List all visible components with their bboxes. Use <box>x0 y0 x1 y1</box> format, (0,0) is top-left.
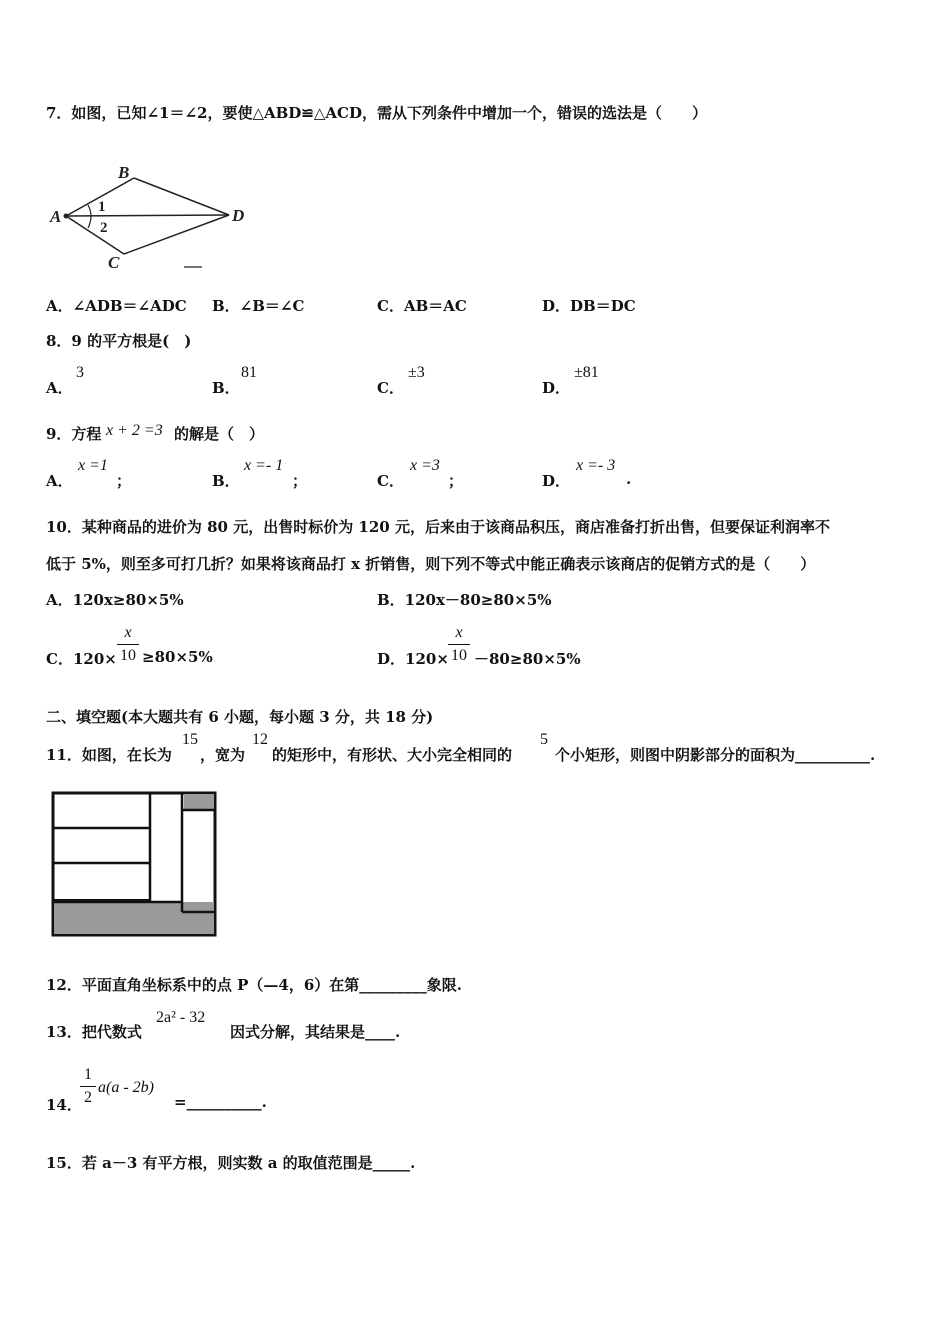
q7-option-c: C．AB＝AC <box>377 297 467 315</box>
q9-label-a: A． <box>46 472 73 490</box>
q7-kite-figure <box>44 158 264 273</box>
label-D: D <box>232 206 245 225</box>
q11-rectangle-figure <box>50 790 218 938</box>
q7-option-d: D．DB＝DC <box>542 297 636 315</box>
q9-value-c: x =3 <box>410 457 440 474</box>
q13-prefix: 13．把代数式 <box>46 1023 142 1041</box>
q9-label-d: D． <box>542 472 571 490</box>
q10-stem-line1: 10．某种商品的进价为 80 元，出售时标价为 120 元，后来由于该商品积压，商店准备打折出售，但要保证利润率不 <box>46 518 830 536</box>
q9-sep-a: ； <box>116 472 132 490</box>
q10-stem-line2: 低于 5%，则至多可打几折？如果将该商品打 x 折销售，则下列不等式中能正确表示该商店的促销方式的是（ ） <box>46 555 816 573</box>
q10-option-c-fraction <box>117 624 139 665</box>
q8-stem: 8．9 的平方根是( ) <box>46 332 192 350</box>
q9-stem-suffix: 的解是（ ） <box>174 425 265 443</box>
q8-value-b: 81 <box>241 364 257 381</box>
q10-option-c-suffix: ≥80×5% <box>142 648 213 666</box>
q9-value-d: x =- 3 <box>576 457 616 474</box>
q13-expression: 2a² - 32 <box>156 1009 206 1026</box>
q14-suffix: =__________. <box>174 1093 267 1111</box>
q9-value-b: x =- 1 <box>244 457 284 474</box>
q9-stem-prefix: 9．方程 <box>46 425 102 443</box>
q9-sep-c: ； <box>448 472 464 490</box>
q12-text: 12．平面直角坐标系中的点 P（—4，6）在第_________象限. <box>46 976 462 994</box>
q8-label-a: A． <box>46 379 73 397</box>
q9-label-c: C． <box>377 472 404 490</box>
fraction-denominator: 10 <box>120 647 136 664</box>
q10-option-a: A．120x≥80×5% <box>46 591 184 609</box>
q14-label: 14． <box>46 1096 82 1114</box>
q13-suffix: 因式分解，其结果是____. <box>230 1023 401 1041</box>
label-C: C <box>108 253 120 272</box>
q10-option-d-prefix: D．120× <box>377 650 449 668</box>
q11-count: 5 <box>540 731 548 748</box>
label-angle-2: 2 <box>100 220 108 236</box>
fraction-numerator: 1 <box>84 1066 92 1083</box>
fraction-numerator: x <box>455 624 463 641</box>
fraction-denominator: 2 <box>84 1089 92 1106</box>
q10-option-b: B．120x－80≥80×5% <box>377 591 552 609</box>
q8-value-a: 3 <box>76 364 84 381</box>
q15-text: 15．若 a－3 有平方根，则实数 a 的取值范围是_____. <box>46 1154 416 1172</box>
fraction-denominator: 10 <box>451 647 467 664</box>
q11-length: 15 <box>182 731 198 748</box>
q11-text-1: 11．如图，在长为 <box>46 746 172 764</box>
q8-value-d: ±81 <box>574 364 599 381</box>
q11-text-2: ，宽为 <box>200 746 246 764</box>
q9-equation: x + 2 =3 <box>106 422 163 439</box>
q7-option-b: B．∠B＝∠C <box>212 297 305 315</box>
fraction-numerator: x <box>124 624 132 641</box>
q8-label-c: C． <box>377 379 404 397</box>
q7-option-a: A．∠ADB＝∠ADC <box>46 297 187 315</box>
q11-width: 12 <box>252 731 268 748</box>
q9-sep-d: . <box>626 470 632 488</box>
q14-expression: a(a - 2b) <box>98 1079 154 1096</box>
q8-label-d: D． <box>542 379 571 397</box>
label-A: A <box>50 207 62 226</box>
q10-option-d-suffix: －80≥80×5% <box>474 650 581 668</box>
q9-value-a: x =1 <box>78 457 108 474</box>
q10-option-c-prefix: C．120× <box>46 650 117 668</box>
q9-label-b: B． <box>212 472 240 490</box>
label-angle-1: 1 <box>98 199 106 215</box>
q8-value-c: ±3 <box>408 364 425 381</box>
q9-sep-b: ； <box>292 472 308 490</box>
q8-label-b: B． <box>212 379 240 397</box>
q11-text-4: 个小矩形，则图中阴影部分的面积为__________. <box>555 746 876 764</box>
q14-fraction <box>80 1066 96 1107</box>
section-2-heading: 二、填空题(本大题共有 6 小题，每小题 3 分，共 18 分) <box>46 708 434 726</box>
q11-text-3: 的矩形中，有形状、大小完全相同的 <box>272 746 513 764</box>
q7-stem: 7．如图，已知∠1＝∠2，要使△ABD≌△ACD，需从下列条件中增加一个，错误的选法是（ ） <box>46 104 707 122</box>
q10-option-d-fraction <box>448 624 470 665</box>
label-B: B <box>118 163 130 182</box>
